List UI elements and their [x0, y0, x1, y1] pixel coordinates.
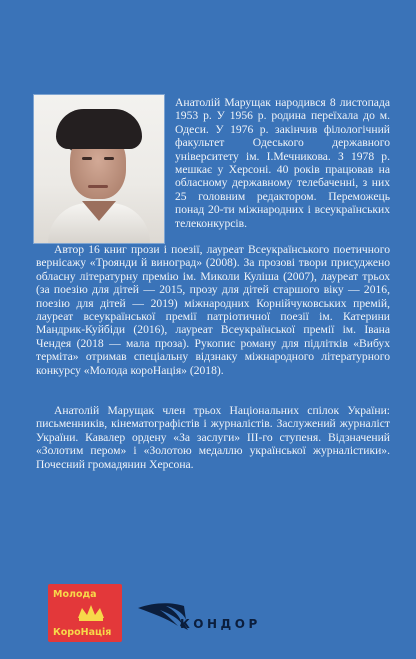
bio-paragraph-2: [36, 243, 390, 377]
bio-paragraph-1-text: Анатолій Марущак народився 8 листопада 1953 р. У 1956 р. родина переїхала до м. Одеси. У 1976 р. закінчив філологічний факультет Одеського державного університету ім. І.Мечникова. З 1978 р. мешкає у Херсоні. 40 років працював на обласному державному телебаченні, з них 25 головним редактором. Переможець понад 20-ти міжнародних і всеукраїнських телеконкурсів.: [175, 96, 390, 230]
logo-text-bottom: КороНація: [53, 627, 112, 638]
publisher-name: КОНДОР: [180, 617, 261, 631]
publisher-logo: [136, 600, 286, 640]
bio-paragraph-2-text: Автор 16 книг прози і поезії, лауреат Всеукраїнського поетичного вернісажу «Троянди й виноград» (2008). За прозові твори присуджено обласну літературну премію ім. Миколи Куліша (2007), лауреат трьох (за поезію для дітей — 2015, прозу для дітей старшого віку — 2016, поезію для дітей — 2019) міжнародних Корнійчуковських премій, лауреат всеукраїнської премії патріотичної поезії ім. Катерини Мандрик-Куйбіди (2016), лауреат Всеукраїнської премії ім. Івана Чендея (2018 — мала проза). Рукопис роману для підлітків «Вибух терміта» отримав спеціальну відзнаку міжнародного літературного конкурсу «Молода короНація» (2018).: [36, 243, 390, 377]
author-photo: [34, 95, 164, 243]
bio-paragraph-3: [36, 404, 390, 471]
molodа-koronatsia-logo: [48, 584, 122, 642]
bio-paragraph-1: [175, 96, 390, 230]
crown-icon: [76, 602, 106, 622]
logo-text-top: Молода: [53, 589, 97, 600]
bio-paragraph-3-text: Анатолій Марущак член трьох Національних спілок України: письменників, кінематографістів і журналістів. Заслужений журналіст України. Кавалер ордену «За заслуги» ІІІ-го ступеня. Відзначений «Золотим пером» і «Золотою медаллю української журналістики». Почесний громадянин Херсона.: [36, 404, 390, 471]
